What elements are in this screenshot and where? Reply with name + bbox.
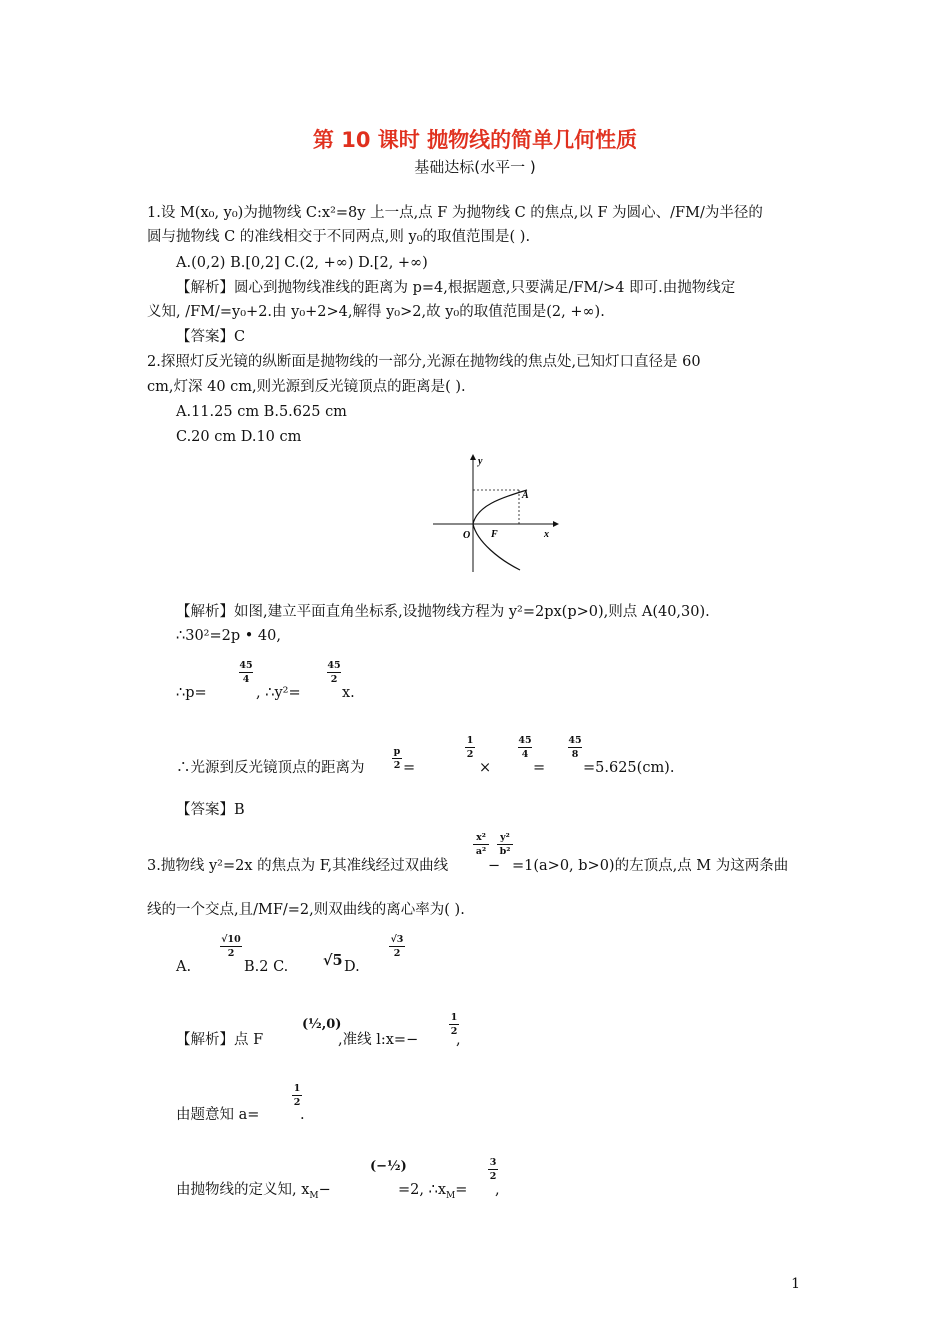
- fraction-sqrt3-2: √3 2: [390, 934, 404, 959]
- fraction-45-8: 45 8: [568, 735, 582, 760]
- paren-neg-half: (−½): [370, 1159, 407, 1174]
- page-subtitle: 基础达标(水平一 ): [414, 158, 536, 176]
- fraction-sqrt10-2: √10 2: [221, 934, 241, 959]
- q1-analysis-1: 【解析】圆心到抛物线准线的距离为 p=4,根据题意,只要满足/FM/>4 即可.由抛物线定: [176, 280, 736, 296]
- page-number: 1: [791, 1276, 800, 1292]
- q2-options-ab: A.11.25 cm B.5.625 cm: [176, 404, 347, 420]
- fraction-3-2: 3 2: [489, 1157, 497, 1182]
- q1-options: A.(0,2) B.[0,2] C.(2, +∞) D.[2, +∞): [176, 255, 428, 271]
- q2-line1: 2.探照灯反光镜的纵断面是抛物线的一部分,光源在抛物线的焦点处,已知灯口直径是 60: [147, 354, 701, 370]
- fraction-1-2-a: 1 2: [293, 1083, 301, 1108]
- q2-mid: , ∴y²=: [256, 685, 301, 701]
- equals-sign: =: [403, 760, 416, 776]
- minus-sign: −: [488, 858, 501, 874]
- x-axis-label: x: [544, 529, 549, 540]
- comma: ,: [456, 1032, 461, 1048]
- q2-result: =5.625(cm).: [583, 760, 675, 776]
- q3-analysis-3-prefix: 由抛物线的定义知, $x_M-$: [176, 1182, 331, 1201]
- fraction-45-4: 45 4: [239, 660, 253, 685]
- q2-options-cd: C.20 cm D.10 cm: [176, 429, 302, 445]
- q1-line1: 1.设 M(x₀, y₀)为抛物线 C:x²=8y 上一点,点 F 为抛物线 C 的焦点,以 F 为圆心、/FM/为半径的: [147, 205, 763, 221]
- fraction-y2-b2: y² b²: [497, 832, 513, 857]
- parabola-figure: [425, 450, 565, 575]
- period: .: [300, 1107, 305, 1123]
- fraction-1-2: 1 2: [466, 735, 474, 760]
- q1-line2: 圆与抛物线 C 的准线相交于不同两点,则 y₀的取值范围是( ).: [147, 229, 531, 245]
- comma-2: ,: [495, 1182, 500, 1198]
- q3-option-bc: B.2 C.: [244, 959, 289, 975]
- q2-analysis-1: 【解析】如图,建立平面直角坐标系,设抛物线方程为 y²=2px(p>0),则点 A(40,30).: [176, 604, 710, 620]
- q2-answer: 【答案】B: [176, 802, 245, 818]
- q2-analysis-2: ∴30²=2p • 40,: [176, 628, 281, 644]
- sqrt5-value: √5: [323, 952, 343, 969]
- page-title: 第 10 课时 抛物线的简单几何性质: [312, 128, 638, 152]
- q3-line2: 线的一个交点,且/MF/=2,则双曲线的离心率为( ).: [147, 902, 465, 918]
- equals-sign-2: =: [533, 760, 546, 776]
- q3-line1-suffix: =1(a>0, b>0)的左顶点,点 M 为这两条曲: [512, 858, 789, 874]
- focus-label: F: [491, 529, 498, 540]
- fraction-45-4-b: 45 4: [518, 735, 532, 760]
- q2-distance-prefix: ∴光源到反光镜顶点的距离为: [176, 760, 365, 776]
- fraction-p-2: p 2: [393, 746, 401, 771]
- fraction-45-2: 45 2: [327, 660, 341, 685]
- y-axis-label: y: [478, 456, 483, 467]
- point-a-label: A: [522, 490, 529, 501]
- focus-point: (½,0): [302, 1017, 342, 1032]
- q2-line2: cm,灯深 40 cm,则光源到反光镜顶点的距离是( ).: [147, 379, 466, 395]
- fraction-x2-a2: x² a²: [473, 832, 489, 857]
- q1-answer: 【答案】C: [176, 329, 246, 345]
- fraction-1-2-directrix: 1 2: [450, 1012, 458, 1037]
- q3-analysis-1-prefix: 【解析】点 F: [176, 1032, 264, 1048]
- q3-option-a: A.: [176, 959, 192, 975]
- q2-x-suffix: x.: [342, 685, 355, 701]
- origin-label: O: [463, 530, 471, 541]
- q3-analysis-1-mid: ,准线 l:x=−: [338, 1032, 419, 1048]
- q1-analysis-2: 义知, /FM/=y₀+2.由 y₀+2>4,解得 y₀>2,故 y₀的取值范围是(2, +∞).: [147, 304, 605, 320]
- q3-option-d: D.: [344, 959, 360, 975]
- q3-line1-prefix: 3.抛物线 y²=2x 的焦点为 F,其准线经过双曲线: [147, 858, 449, 874]
- q3-analysis-3-mid: =2, $\therefore x_M=$: [398, 1182, 468, 1201]
- q3-analysis-2-prefix: 由题意知 a=: [176, 1107, 260, 1123]
- times-sign: ×: [479, 760, 492, 776]
- q2-p-prefix: ∴p=: [176, 685, 207, 701]
